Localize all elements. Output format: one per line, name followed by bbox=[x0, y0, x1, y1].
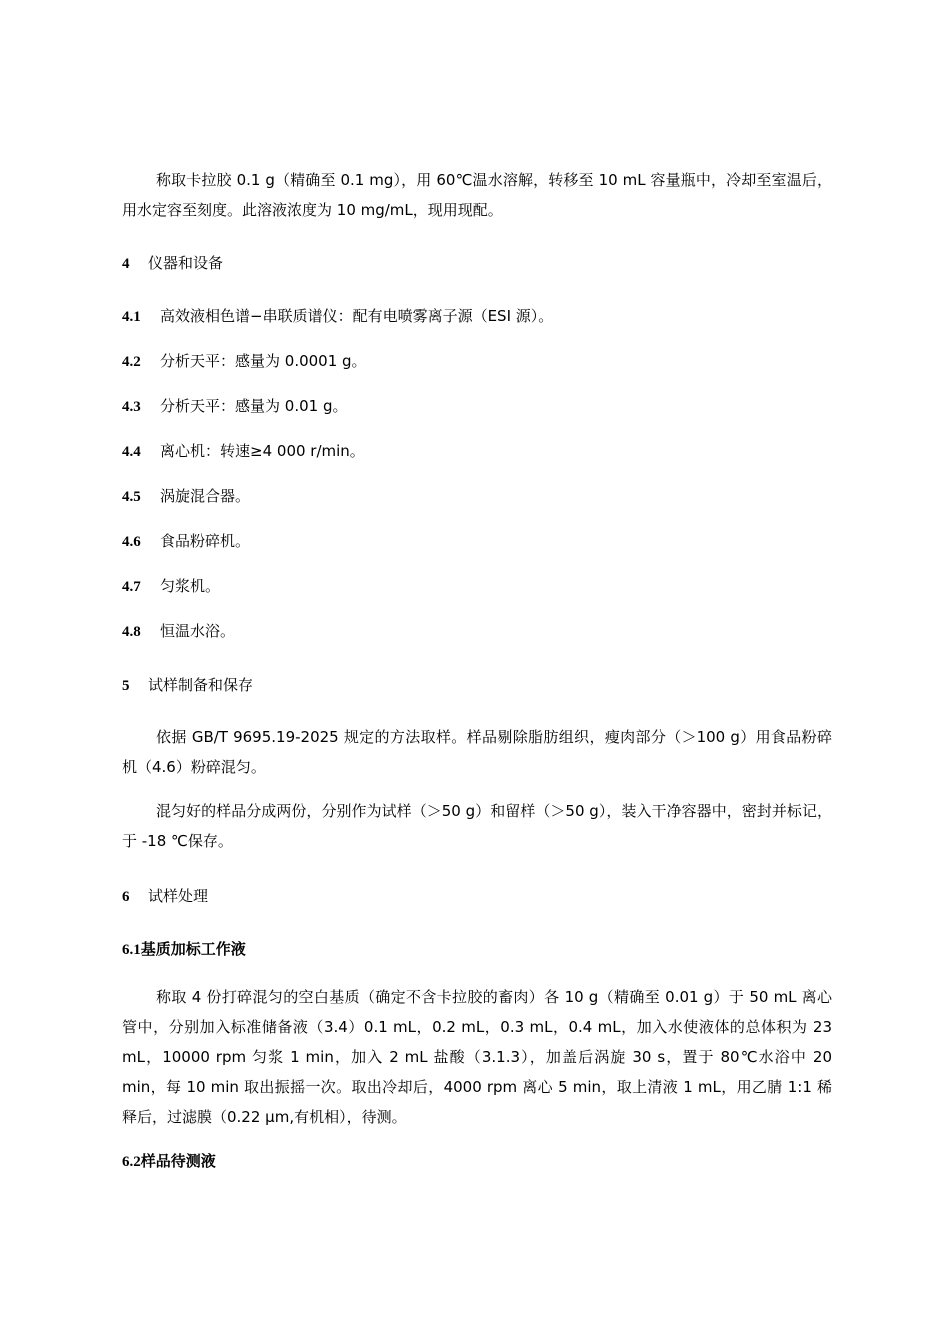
section-heading-6 bbox=[122, 884, 208, 909]
item-text: ：转速≥4 000 r/min。 bbox=[205, 442, 365, 460]
list-item-4-6 bbox=[122, 529, 250, 554]
list-item-4-2 bbox=[122, 349, 367, 374]
item-number: 4.7 bbox=[122, 579, 141, 595]
item-text: 。 bbox=[205, 577, 221, 595]
paragraph-matrix-spike: 称取 4 份打碎混匀的空白基质（确定不含卡拉胶的畜肉）各 10 g（精确至 0.01 g）于 50 mL 离心管中，分别加入标准储备液（3.4）0.1 mL，0.2 mL，0.3 mL，0.4 mL，加入水使液体的总体积为 23 mL，10000 rpm 匀浆 1 min，加入 2 mL 盐酸（3.1.3），加盖后涡旋 30 s，置于 80℃水浴中 20 min，每 10 min 取出振摇一次。取出冷却后，4000 rpm 离心 5 min，取上清液 1 mL，用乙腈 1:1 稀释后，过滤膜（0.22 μm,有机相），待测。 bbox=[122, 988, 832, 1126]
item-number: 4.3 bbox=[122, 399, 141, 415]
subsection-number: 6.2 bbox=[122, 1154, 141, 1170]
paragraph-sampling: 依据 GB/T 9695.19-2025 规定的方法取样。样品剔除脂肪组织，瘦肉部分（＞100 g）用食品粉碎机（4.6）粉碎混匀。 bbox=[122, 728, 832, 776]
section-title: 试样制备和保存 bbox=[148, 676, 254, 694]
item-number: 4.8 bbox=[122, 624, 141, 640]
item-title: 涡旋混合器 bbox=[160, 487, 236, 505]
list-item-4-7 bbox=[122, 574, 220, 599]
item-number: 4.1 bbox=[122, 309, 141, 325]
paragraph-standard-solution: 称取卡拉胶 0.1 g（精确至 0.1 mg），用 60℃温水溶解，转移至 10 mL 容量瓶中，冷却至室温后，用水定容至刻度。此溶液浓度为 10 mg/mL，现用现配。 bbox=[122, 171, 832, 219]
item-title: 匀浆机 bbox=[160, 577, 206, 595]
section-number: 4 bbox=[122, 256, 130, 272]
section-heading-4 bbox=[122, 251, 223, 276]
list-item-4-8 bbox=[122, 619, 235, 644]
item-title: 食品粉碎机 bbox=[160, 532, 236, 550]
list-item-4-5 bbox=[122, 484, 250, 509]
item-title: 分析天平 bbox=[160, 397, 221, 415]
item-title: 离心机 bbox=[160, 442, 206, 460]
item-text: 。 bbox=[235, 532, 251, 550]
item-number: 4.4 bbox=[122, 444, 141, 460]
item-number: 4.5 bbox=[122, 489, 141, 505]
list-item-4-4 bbox=[122, 439, 365, 464]
section-number: 6 bbox=[122, 889, 130, 905]
section-title: 试样处理 bbox=[148, 887, 209, 905]
section-heading-5 bbox=[122, 673, 253, 698]
item-number: 4.6 bbox=[122, 534, 141, 550]
item-text: 。 bbox=[235, 487, 251, 505]
item-title: 恒温水浴 bbox=[160, 622, 221, 640]
item-text: 。 bbox=[220, 622, 236, 640]
subsection-heading-6-2 bbox=[122, 1149, 216, 1174]
subsection-heading-6-1 bbox=[122, 937, 246, 962]
paragraph-storage: 混匀好的样品分成两份，分别作为试样（＞50 g）和留样（＞50 g），装入干净容器中，密封并标记，于 -18 ℃保存。 bbox=[122, 802, 832, 850]
list-item-4-1 bbox=[122, 304, 553, 329]
item-number: 4.2 bbox=[122, 354, 141, 370]
list-item-4-3 bbox=[122, 394, 347, 419]
item-text: ：配有电喷雾离子源（ESI 源）。 bbox=[337, 307, 554, 325]
section-number: 5 bbox=[122, 678, 130, 694]
item-title: 分析天平 bbox=[160, 352, 221, 370]
item-title: 高效液相色谱−串联质谱仪 bbox=[160, 307, 338, 325]
item-text: ：感量为 0.0001 g。 bbox=[220, 352, 367, 370]
section-title: 仪器和设备 bbox=[148, 254, 224, 272]
subsection-title: 样品待测液 bbox=[140, 1152, 216, 1170]
subsection-title: 基质加标工作液 bbox=[140, 940, 246, 958]
subsection-number: 6.1 bbox=[122, 942, 141, 958]
item-text: ：感量为 0.01 g。 bbox=[220, 397, 348, 415]
